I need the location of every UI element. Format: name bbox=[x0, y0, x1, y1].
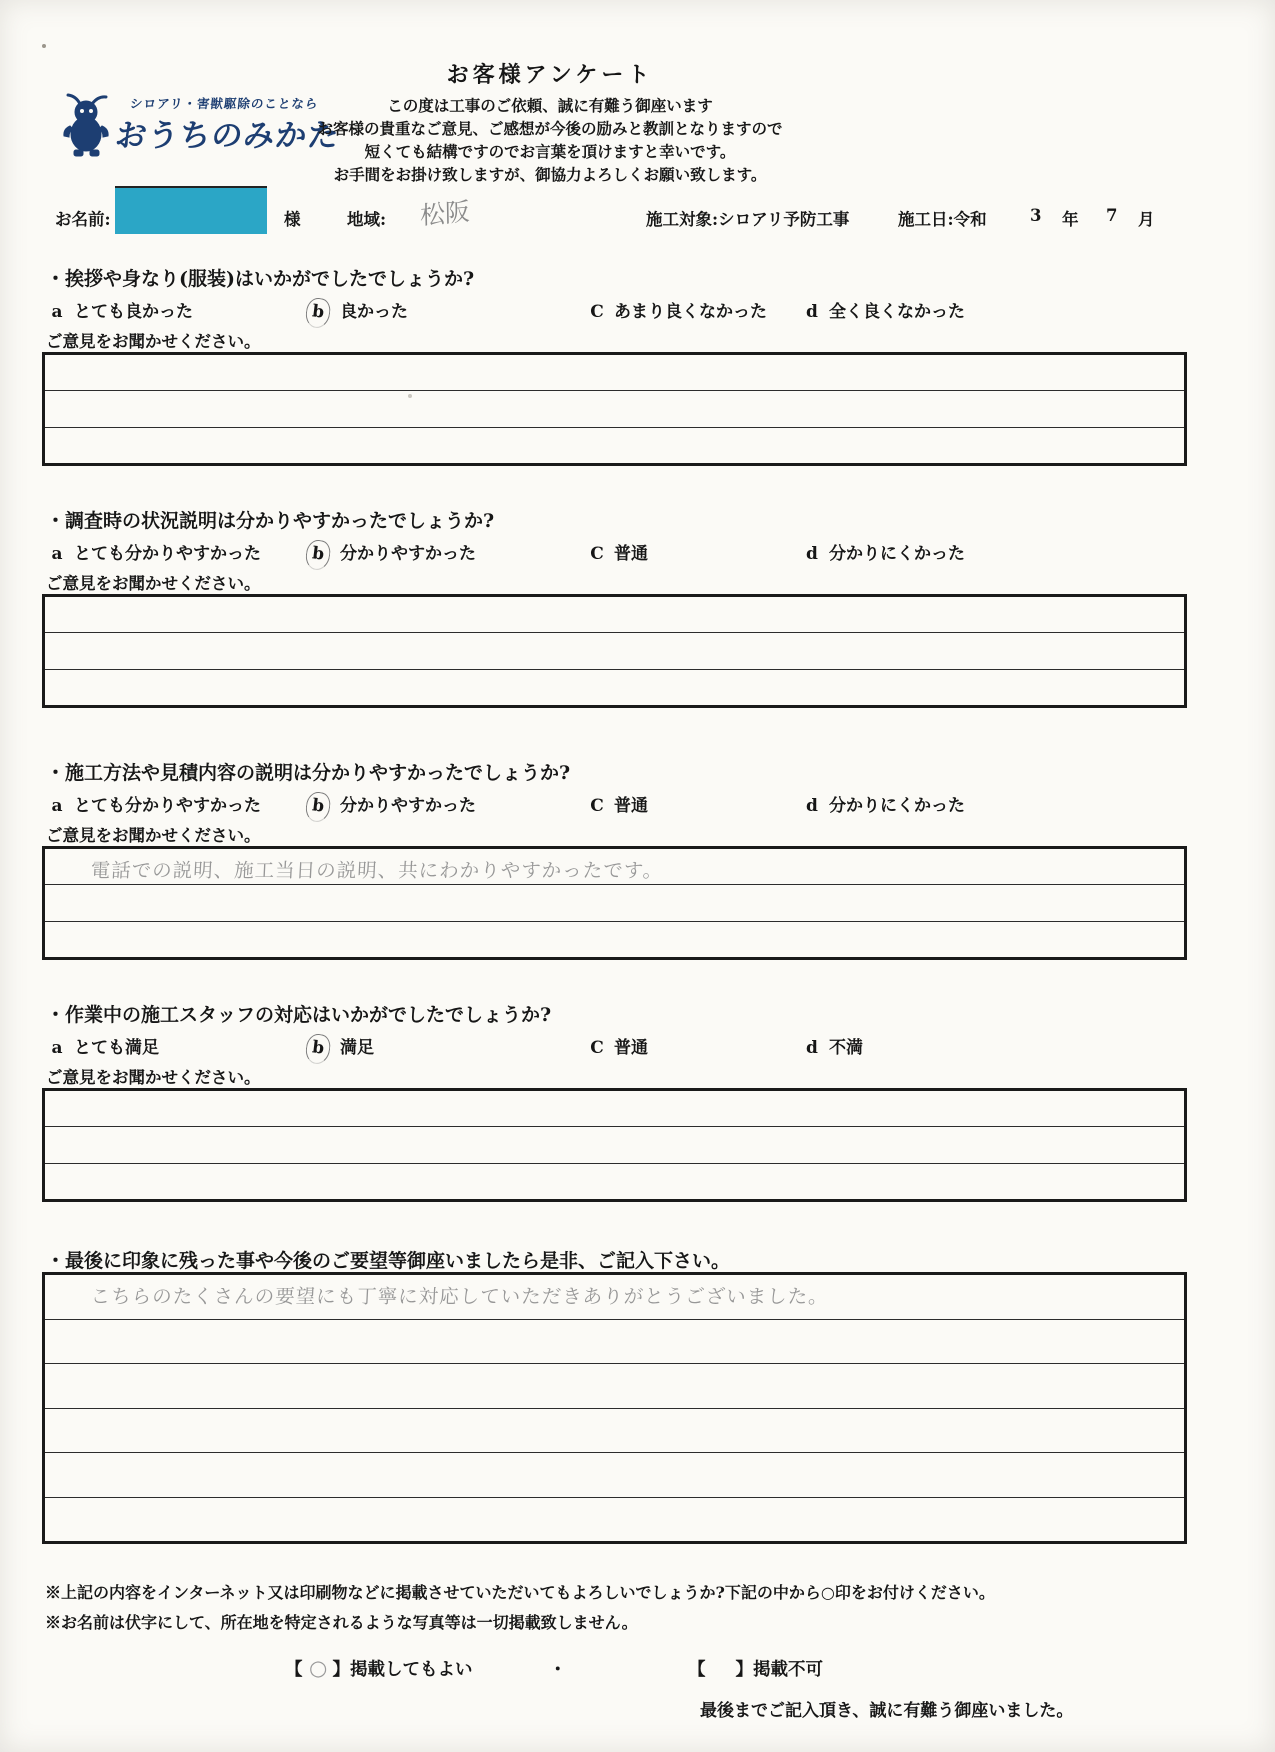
comment-label: ご意見をお聞かせください。 bbox=[46, 1068, 261, 1087]
question-title: ・作業中の施工スタッフの対応はいかがでしたでしょうか? bbox=[46, 1004, 552, 1026]
option-key: d bbox=[806, 796, 818, 816]
option-key: b bbox=[304, 297, 331, 330]
scan-speck bbox=[408, 394, 412, 398]
option-label: 良かった bbox=[340, 302, 408, 322]
option-key: a bbox=[51, 1038, 63, 1058]
consent-no-mark bbox=[706, 1673, 736, 1676]
work-date-year: 3 bbox=[1030, 206, 1042, 225]
option-c[interactable] bbox=[590, 1033, 648, 1058]
option-key: C bbox=[590, 544, 604, 564]
intro-text bbox=[150, 94, 950, 186]
option-key: a bbox=[51, 302, 63, 322]
handwritten-comment bbox=[45, 1091, 1184, 1097]
option-label: 分かりにくかった bbox=[829, 796, 965, 816]
comment-line bbox=[45, 390, 1184, 426]
options-row bbox=[42, 297, 1187, 325]
consent-yes-mark: ○ bbox=[307, 1655, 328, 1681]
option-key: d bbox=[806, 544, 818, 564]
option-key: d bbox=[806, 1038, 818, 1058]
option-b[interactable] bbox=[306, 791, 476, 822]
option-key: C bbox=[590, 796, 604, 816]
option-label: とても分かりやすかった bbox=[74, 544, 261, 564]
consent-no-option[interactable] bbox=[688, 1656, 823, 1681]
comment-line bbox=[45, 1126, 1184, 1162]
option-c[interactable] bbox=[590, 297, 767, 322]
option-label: 不満 bbox=[829, 1038, 863, 1058]
work-date-year-unit: 年 bbox=[1062, 210, 1079, 229]
option-label: とても満足 bbox=[74, 1038, 159, 1058]
option-c[interactable] bbox=[590, 791, 648, 816]
handwritten-comment bbox=[45, 355, 1184, 361]
option-a[interactable] bbox=[50, 791, 261, 816]
name-label: お名前: bbox=[55, 210, 111, 229]
option-key: a bbox=[51, 544, 63, 564]
comment-line bbox=[45, 632, 1184, 668]
comment-line bbox=[45, 1163, 1184, 1199]
comment-label: ご意見をお聞かせください。 bbox=[46, 332, 261, 351]
comment-box[interactable] bbox=[42, 594, 1187, 708]
option-label: とても良かった bbox=[74, 302, 193, 322]
options-row bbox=[42, 539, 1187, 567]
intro-line-1: この度は工事のご依頼、誠に有難う御座います bbox=[387, 96, 713, 115]
comment-line bbox=[45, 921, 1184, 957]
name-redaction bbox=[115, 186, 267, 234]
comment-line bbox=[45, 1091, 1184, 1126]
consent-yes-option[interactable] bbox=[285, 1656, 473, 1681]
privacy-note: ※お名前は伏字にして、所在地を特定されるような写真等は一切掲載致しません。 bbox=[45, 1613, 638, 1632]
comment-label: ご意見をお聞かせください。 bbox=[46, 574, 261, 593]
question-title: ・最後に印象に残った事や今後のご要望等御座いましたら是非、ご記入下さい。 bbox=[46, 1250, 731, 1272]
consent-separator: ・ bbox=[549, 1660, 567, 1680]
option-key: b bbox=[304, 539, 331, 572]
question-title: ・挨拶や身なり(服装)はいかがでしたでしょうか? bbox=[46, 268, 475, 290]
options-row bbox=[42, 1033, 1187, 1061]
comment-line bbox=[45, 1363, 1184, 1408]
comment-line bbox=[45, 1275, 1184, 1319]
publish-permission-note: ※上記の内容をインターネット又は印刷物などに掲載させていただいてもよろしいでしょうか?下記の中から○印をお付けください。 bbox=[45, 1583, 995, 1602]
option-key: C bbox=[590, 302, 604, 322]
consent-yes-label: 掲載してもよい bbox=[350, 1660, 473, 1680]
option-key: C bbox=[590, 1038, 604, 1058]
work-date-month-unit: 月 bbox=[1138, 210, 1155, 229]
question-title: ・調査時の状況説明は分かりやすかったでしょうか? bbox=[46, 510, 495, 532]
option-d[interactable] bbox=[805, 297, 965, 322]
option-b[interactable] bbox=[306, 297, 408, 328]
region-label: 地域: bbox=[347, 210, 387, 229]
option-label: あまり良くなかった bbox=[614, 302, 767, 322]
region-handwritten-value: 松阪 bbox=[419, 196, 471, 231]
option-label: 分かりやすかった bbox=[340, 796, 476, 816]
comment-line bbox=[45, 669, 1184, 705]
option-key: a bbox=[51, 796, 63, 816]
option-c[interactable] bbox=[590, 539, 648, 564]
option-label: 普通 bbox=[614, 544, 648, 564]
comment-box[interactable] bbox=[42, 1272, 1187, 1544]
comment-box[interactable] bbox=[42, 1088, 1187, 1202]
option-label: 普通 bbox=[614, 1038, 648, 1058]
comment-box[interactable] bbox=[42, 352, 1187, 466]
comment-line bbox=[45, 427, 1184, 463]
scan-speck bbox=[42, 44, 46, 48]
bracket-open: 【 bbox=[285, 1660, 303, 1680]
question-title: ・施工方法や見積内容の説明は分かりやすかったでしょうか? bbox=[46, 762, 571, 784]
comment-line bbox=[45, 1408, 1184, 1453]
intro-line-2: お客様の貴重なご意見、ご感想が今後の励みと教訓となりますので bbox=[317, 119, 783, 138]
name-honorific: 様 bbox=[284, 210, 301, 229]
work-date-label: 施工日:令和 bbox=[898, 210, 987, 229]
comment-line bbox=[45, 884, 1184, 920]
option-label: 普通 bbox=[614, 796, 648, 816]
option-label: 全く良くなかった bbox=[829, 302, 965, 322]
option-label: とても分かりやすかった bbox=[74, 796, 261, 816]
intro-line-4: お手間をお掛け致しますが、御協力よろしくお願い致します。 bbox=[333, 165, 767, 184]
comment-line bbox=[45, 355, 1184, 390]
option-a[interactable] bbox=[50, 1033, 159, 1058]
intro-line-3: 短くても結構ですのでお言葉を頂けますと幸いです。 bbox=[364, 142, 736, 161]
bracket-close: 】 bbox=[735, 1660, 753, 1680]
comment-line bbox=[45, 1452, 1184, 1497]
page-title: お客様アンケート bbox=[446, 62, 654, 88]
handwritten-comment: こちらのたくさんの要望にも丁寧に対応していただきありがとうございました。 bbox=[90, 1285, 830, 1308]
logo-brand-text: おうちのみかた bbox=[112, 118, 343, 154]
options-row bbox=[42, 791, 1187, 819]
option-b[interactable] bbox=[306, 1033, 374, 1064]
comment-line bbox=[45, 1319, 1184, 1364]
comment-line bbox=[45, 849, 1184, 884]
option-d[interactable] bbox=[805, 791, 965, 816]
logo-tagline: シロアリ・害獣駆除のことなら bbox=[129, 96, 320, 111]
bracket-open: 【 bbox=[688, 1660, 706, 1680]
comment-line bbox=[45, 597, 1184, 632]
work-target-label: 施工対象:シロアリ予防工事 bbox=[646, 210, 850, 229]
handwritten-comment bbox=[45, 597, 1184, 603]
option-key: b bbox=[304, 791, 331, 824]
option-label: 分かりにくかった bbox=[829, 544, 965, 564]
option-label: 分かりやすかった bbox=[340, 544, 476, 564]
work-date-month: 7 bbox=[1106, 206, 1118, 225]
option-b[interactable] bbox=[306, 539, 476, 570]
option-a[interactable] bbox=[50, 539, 261, 564]
comment-box[interactable] bbox=[42, 846, 1187, 960]
bracket-close: 】 bbox=[332, 1660, 350, 1680]
option-d[interactable] bbox=[805, 1033, 863, 1058]
closing-message: 最後までご記入頂き、誠に有難う御座いました。 bbox=[700, 1701, 1074, 1721]
option-a[interactable] bbox=[50, 297, 193, 322]
comment-line bbox=[45, 1497, 1184, 1542]
option-key: b bbox=[304, 1033, 331, 1066]
consent-no-label: 掲載不可 bbox=[753, 1660, 823, 1680]
handwritten-comment: 電話での説明、施工当日の説明、共にわかりやすかったです。 bbox=[90, 859, 664, 882]
mascot-termite-icon bbox=[58, 92, 120, 162]
option-label: 満足 bbox=[340, 1038, 374, 1058]
option-key: d bbox=[806, 302, 818, 322]
comment-label: ご意見をお聞かせください。 bbox=[46, 826, 261, 845]
option-d[interactable] bbox=[805, 539, 965, 564]
